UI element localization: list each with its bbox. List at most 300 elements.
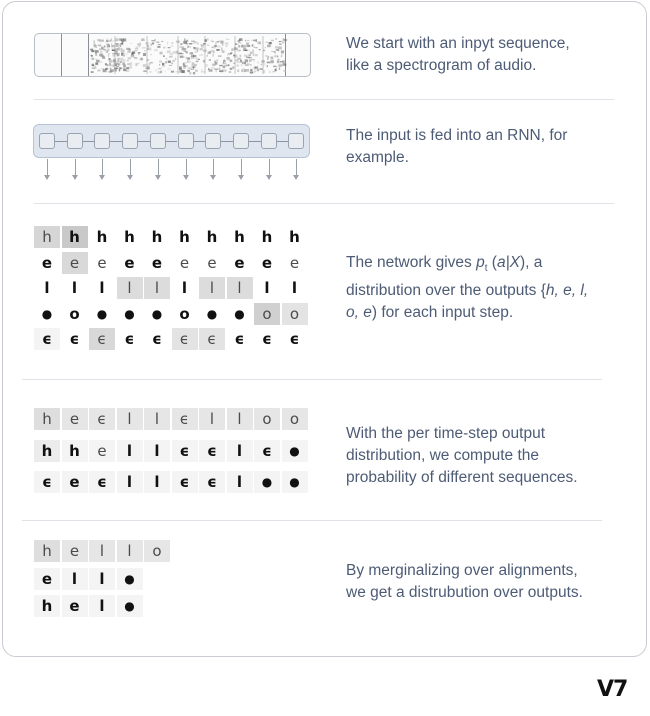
spectrogram-speck bbox=[182, 48, 186, 51]
spectrogram-speck bbox=[117, 58, 120, 60]
spectrogram-speck bbox=[95, 62, 98, 65]
spectrogram-speck bbox=[125, 54, 128, 55]
spectrogram-speck bbox=[92, 67, 96, 68]
spectrogram-speck bbox=[282, 42, 285, 44]
down-arrow-icon bbox=[241, 159, 242, 176]
rnn-block bbox=[33, 124, 310, 158]
spectrogram-speck bbox=[271, 60, 274, 63]
spectrogram-speck bbox=[193, 41, 196, 43]
spectrogram-speck bbox=[116, 66, 119, 67]
spectrogram-speck bbox=[127, 60, 129, 61]
grid-cell: ϵ bbox=[172, 471, 198, 493]
down-arrow-icon bbox=[296, 159, 297, 176]
spectrogram-speck bbox=[247, 43, 249, 45]
spectrogram-speck bbox=[107, 44, 109, 47]
spectrogram-speck bbox=[279, 43, 282, 44]
spectrogram-speck bbox=[237, 58, 241, 60]
spectrogram-speck bbox=[109, 58, 110, 59]
spectrogram-speck bbox=[223, 63, 227, 65]
spectrogram-speck bbox=[202, 54, 203, 56]
spectrogram-speck bbox=[215, 42, 216, 44]
spectrogram-speck bbox=[239, 38, 242, 41]
caption-input-sequence bbox=[346, 33, 570, 77]
spectrogram-speck bbox=[148, 48, 151, 51]
spectrogram-speck bbox=[197, 42, 199, 45]
rnn-link bbox=[277, 141, 289, 142]
spectrogram-speck bbox=[245, 40, 246, 42]
spectrogram-speck bbox=[105, 42, 107, 43]
grid-cell: ● bbox=[117, 568, 143, 590]
spectrogram-speck bbox=[135, 48, 138, 49]
grid-cell: e bbox=[34, 568, 60, 590]
spectrogram-speck bbox=[150, 54, 152, 55]
spectrogram-speck bbox=[187, 60, 188, 61]
grid-cell: l bbox=[144, 471, 170, 493]
grid-cell: h bbox=[254, 226, 280, 248]
caption-text: The network gives bbox=[346, 254, 477, 271]
spectrogram-speck bbox=[135, 50, 138, 51]
spectrogram-speck bbox=[131, 55, 135, 57]
spectrogram-speck bbox=[211, 40, 213, 42]
spectrogram-speck bbox=[168, 47, 171, 48]
spectrogram-speck bbox=[182, 56, 185, 57]
down-arrow-icon bbox=[269, 159, 270, 176]
grid-cell: e bbox=[254, 252, 280, 274]
spectrogram-speck bbox=[243, 45, 247, 47]
spectrogram-speck bbox=[107, 50, 108, 51]
spectrogram-speck bbox=[247, 63, 250, 65]
spectrogram-speck bbox=[142, 47, 146, 48]
caption-math: o, e bbox=[346, 304, 372, 322]
grid-cell: o bbox=[62, 303, 88, 325]
spectrogram-speck bbox=[240, 60, 242, 63]
spectrogram-speck bbox=[121, 39, 124, 42]
spectrogram-speck bbox=[229, 72, 232, 73]
grid-cell: o bbox=[282, 408, 308, 430]
spectrogram-speck bbox=[173, 51, 176, 53]
spectrogram-speck bbox=[234, 48, 238, 51]
spectrogram-speck bbox=[267, 56, 269, 58]
grid-cell: o bbox=[254, 303, 280, 325]
spectrogram-speck bbox=[162, 63, 164, 66]
grid-cell: ● bbox=[282, 440, 308, 462]
grid-cell: e bbox=[62, 595, 88, 617]
spectrogram-speck bbox=[283, 38, 285, 40]
spectrogram-speck bbox=[218, 55, 222, 57]
spectrogram-speck bbox=[257, 69, 259, 72]
spectrogram-speck bbox=[152, 43, 154, 45]
spectrogram-speck bbox=[123, 64, 127, 65]
spectrogram-speck bbox=[96, 60, 100, 62]
spectrogram-speck bbox=[120, 43, 122, 44]
spectrogram-speck bbox=[207, 55, 208, 57]
grid-cell: l bbox=[117, 440, 143, 462]
spectrogram-speck bbox=[226, 39, 230, 40]
grid-cell: l bbox=[62, 568, 88, 590]
spectrogram-speck bbox=[241, 64, 242, 66]
spectrogram-speck bbox=[226, 45, 228, 47]
grid-cell: ● bbox=[34, 303, 60, 325]
spectrogram-speck bbox=[269, 71, 270, 74]
spectrogram-speck bbox=[244, 69, 247, 72]
spectrogram-speck bbox=[158, 44, 161, 45]
grid-cell: h bbox=[34, 440, 60, 462]
arrowhead-icon bbox=[183, 175, 189, 180]
spectrogram-speck bbox=[223, 60, 225, 62]
grid-cell: h bbox=[34, 226, 60, 248]
grid-cell: ϵ bbox=[282, 328, 308, 350]
spectrogram-speck bbox=[175, 71, 179, 72]
spectrogram-speck bbox=[274, 55, 276, 57]
spectrogram-speck bbox=[175, 58, 176, 61]
spectrogram-speck bbox=[200, 48, 203, 51]
spectrogram-speck bbox=[187, 57, 189, 59]
spectrogram-speck bbox=[101, 68, 104, 69]
spectrogram-speck bbox=[92, 65, 94, 66]
spectrogram-speck bbox=[108, 45, 110, 48]
caption-math: h, e, l, bbox=[545, 282, 589, 300]
spectrogram-speck bbox=[248, 50, 251, 51]
spectrogram-speck bbox=[245, 59, 249, 62]
spectrogram-speck bbox=[211, 50, 214, 53]
spectrogram-speck bbox=[157, 46, 160, 48]
spectrogram-speck bbox=[214, 69, 218, 70]
spectrogram-speck bbox=[149, 71, 151, 72]
grid-cell: l bbox=[117, 471, 143, 493]
grid-cell: l bbox=[117, 408, 143, 430]
spectrogram-speck bbox=[241, 69, 242, 72]
spectrogram-speck bbox=[189, 60, 190, 63]
spectrogram-speck bbox=[195, 51, 198, 53]
grid-cell: l bbox=[34, 277, 60, 299]
arrowhead-icon bbox=[72, 175, 78, 180]
spectrogram-speck bbox=[105, 69, 107, 70]
spectrogram-speck bbox=[170, 53, 173, 56]
spectrogram-speck bbox=[259, 49, 261, 50]
grid-cell: h bbox=[172, 226, 198, 248]
spectrogram-speck bbox=[221, 48, 223, 51]
spectrogram-speck bbox=[143, 70, 146, 72]
spectrogram-speck bbox=[186, 51, 188, 53]
spectrogram-speck bbox=[104, 46, 106, 48]
caption-outputs bbox=[346, 560, 583, 604]
spectrogram-speck bbox=[187, 70, 190, 72]
spectrogram-speck bbox=[207, 45, 210, 46]
spectrogram-speck bbox=[185, 48, 186, 50]
spectrogram-speck bbox=[95, 50, 99, 53]
spectrogram-speck bbox=[160, 52, 163, 55]
spectrogram-speck bbox=[242, 62, 244, 65]
grid-cell: l bbox=[117, 540, 143, 562]
spectrogram-speck bbox=[165, 70, 166, 72]
grid-cell: ϵ bbox=[254, 328, 280, 350]
rnn-link bbox=[138, 141, 150, 142]
spectrogram-speck bbox=[201, 71, 205, 73]
v7-logo: V7 bbox=[597, 677, 628, 702]
grid-cell: ● bbox=[227, 303, 253, 325]
spectrogram-speck bbox=[285, 46, 287, 48]
spectrogram-speck bbox=[209, 59, 211, 61]
spectrogram-speck bbox=[108, 55, 109, 57]
grid-cell: ● bbox=[89, 303, 115, 325]
spectrogram-speck bbox=[144, 50, 146, 51]
grid-cell: l bbox=[89, 568, 115, 590]
grid-cell: l bbox=[227, 471, 253, 493]
spectrogram-speck bbox=[253, 40, 256, 42]
spectrogram-speck bbox=[161, 41, 163, 42]
spectrogram-speck bbox=[257, 62, 259, 64]
rnn-link bbox=[55, 141, 67, 142]
grid-cell: e bbox=[144, 252, 170, 274]
grid-cell: h bbox=[62, 226, 88, 248]
spectrogram-speck bbox=[130, 43, 133, 44]
spectrogram-speck bbox=[115, 43, 118, 44]
spectrogram-speck bbox=[128, 57, 131, 59]
grid-cell: ϵ bbox=[227, 328, 253, 350]
spectrogram-speck bbox=[106, 70, 108, 73]
spectrogram-speck bbox=[278, 47, 282, 50]
spectrogram-speck bbox=[167, 42, 168, 45]
grid-cell: ϵ bbox=[172, 408, 198, 430]
spectrogram-speck bbox=[161, 66, 164, 67]
down-arrow-icon bbox=[102, 159, 103, 176]
rnn-node bbox=[67, 133, 83, 149]
grid-cell: ϵ bbox=[89, 408, 115, 430]
spectrogram-speck bbox=[180, 43, 182, 45]
caption-sequences bbox=[346, 423, 578, 489]
spectrogram-speck bbox=[193, 72, 195, 74]
spectrogram-speck bbox=[108, 53, 110, 54]
spectrogram-speck bbox=[110, 68, 112, 70]
down-arrow-icon bbox=[75, 159, 76, 176]
spectrogram-speck bbox=[167, 68, 170, 70]
grid-cell: ● bbox=[117, 303, 143, 325]
spectrogram-speck bbox=[220, 70, 221, 72]
rnn-link bbox=[83, 141, 95, 142]
spectrogram-speck bbox=[148, 45, 149, 47]
spectrogram-speck bbox=[254, 47, 256, 49]
divider bbox=[22, 379, 602, 380]
spectrogram-speck bbox=[214, 45, 217, 47]
spectrogram-speck bbox=[180, 46, 182, 48]
spectrogram-speck bbox=[95, 52, 96, 54]
spectrogram-speck bbox=[240, 55, 242, 57]
caption-text: ) for each input step. bbox=[371, 304, 514, 322]
rnn-link bbox=[249, 141, 261, 142]
spectrogram-speck bbox=[253, 54, 254, 56]
spectrogram-speck bbox=[278, 64, 282, 66]
spectrogram-speck bbox=[255, 54, 258, 56]
caption-math-sub: t bbox=[484, 263, 488, 275]
down-arrow-icon bbox=[186, 159, 187, 176]
spectrogram-speck bbox=[111, 43, 112, 44]
spectrogram-speck bbox=[237, 50, 240, 52]
spectrogram-speck bbox=[232, 48, 234, 51]
spectrogram-speck bbox=[192, 62, 195, 65]
spectrogram-speck bbox=[246, 57, 250, 59]
spectrogram-speck bbox=[254, 70, 256, 72]
spectrogram-speck bbox=[103, 69, 106, 72]
spectrogram-speck bbox=[250, 69, 252, 71]
divider bbox=[34, 99, 614, 100]
spectrogram-speck bbox=[179, 66, 182, 68]
rnn-node bbox=[94, 133, 110, 149]
spectrogram-speck bbox=[236, 62, 240, 63]
spectrogram-speck bbox=[188, 67, 192, 69]
spectrogram-speck bbox=[211, 67, 215, 69]
spectrogram-speck bbox=[253, 59, 254, 62]
spectrogram-speck bbox=[267, 62, 271, 64]
spectrogram-speck bbox=[191, 65, 193, 68]
spectrogram-speck bbox=[106, 51, 108, 53]
spectrogram-speck bbox=[226, 58, 229, 61]
spectrogram-speck bbox=[191, 55, 194, 57]
spectrogram-speck bbox=[187, 61, 189, 63]
spectrogram-speck bbox=[116, 50, 118, 51]
spectrogram-speck bbox=[191, 52, 193, 53]
spectrogram-speck bbox=[267, 45, 271, 48]
divider bbox=[34, 203, 614, 204]
arrowhead-icon bbox=[210, 175, 216, 180]
spectrogram-speck bbox=[216, 70, 217, 72]
spectrogram-speck bbox=[116, 61, 118, 63]
spectrogram-speck bbox=[279, 41, 281, 42]
spectrogram-speck bbox=[123, 65, 126, 67]
rnn-node bbox=[233, 133, 249, 149]
spectrogram-speck bbox=[276, 66, 277, 68]
grid-cell: h bbox=[34, 595, 60, 617]
spectrogram-speck bbox=[279, 67, 280, 70]
grid-cell: e bbox=[89, 440, 115, 462]
spectrogram-speck bbox=[230, 68, 233, 70]
spectrogram-speck bbox=[158, 68, 161, 70]
grid-cell: ● bbox=[144, 303, 170, 325]
grid-cell: o bbox=[172, 303, 198, 325]
spectrogram-speck bbox=[275, 69, 277, 72]
grid-cell: ● bbox=[282, 471, 308, 493]
grid-cell: e bbox=[34, 252, 60, 274]
grid-cell: h bbox=[62, 440, 88, 462]
spectrogram-speck bbox=[277, 56, 278, 58]
spectrogram-speck bbox=[201, 69, 202, 71]
grid-cell: h bbox=[282, 226, 308, 248]
spectrogram-speck bbox=[248, 54, 251, 56]
grid-cell: l bbox=[199, 277, 225, 299]
spectrogram-speck bbox=[281, 51, 284, 54]
spectrogram-speck bbox=[156, 42, 159, 43]
grid-cell: e bbox=[282, 252, 308, 274]
spectrogram-speck bbox=[92, 57, 94, 60]
grid-cell: l bbox=[89, 540, 115, 562]
spectrogram-speck bbox=[117, 55, 119, 57]
spectrogram-speck bbox=[265, 55, 267, 56]
spectrogram-speck bbox=[116, 45, 118, 47]
grid-cell: h bbox=[227, 226, 253, 248]
spectrogram-speck bbox=[159, 64, 160, 66]
grid-cell: e bbox=[62, 471, 88, 493]
rnn-node bbox=[178, 133, 194, 149]
spectrogram-speck bbox=[193, 67, 194, 69]
spectrogram-speck bbox=[163, 47, 165, 49]
arrowhead-icon bbox=[293, 175, 299, 180]
spectrogram-speck bbox=[99, 45, 102, 47]
spectrogram-speck bbox=[246, 69, 249, 72]
spectrogram-speck bbox=[90, 49, 93, 51]
grid-cell: ϵ bbox=[89, 471, 115, 493]
spectrogram-speck bbox=[250, 52, 253, 55]
spectrogram-speck bbox=[136, 46, 138, 48]
spectrogram-speck bbox=[243, 68, 244, 69]
spectrogram-speck bbox=[228, 65, 229, 66]
arrowhead-icon bbox=[238, 175, 244, 180]
grid-cell: l bbox=[227, 440, 253, 462]
spectrogram-speck bbox=[251, 72, 252, 75]
spectrogram-speck bbox=[250, 64, 252, 66]
grid-cell: ϵ bbox=[199, 328, 225, 350]
rnn-link bbox=[221, 141, 233, 142]
spectrogram-speck bbox=[179, 53, 182, 55]
spectrogram-speck bbox=[207, 38, 209, 41]
spectrogram-speck bbox=[183, 41, 187, 44]
spectrogram-speck bbox=[112, 50, 115, 51]
spectrogram-speck bbox=[125, 38, 126, 41]
spectrogram-speck bbox=[109, 60, 113, 63]
grid-cell: l bbox=[282, 277, 308, 299]
rnn-link bbox=[110, 141, 122, 142]
grid-cell: o bbox=[282, 303, 308, 325]
spectrogram-speck bbox=[283, 70, 286, 72]
arrowhead-icon bbox=[155, 175, 161, 180]
spectrogram-speck bbox=[236, 60, 239, 61]
spectrogram-speck bbox=[243, 50, 247, 51]
spectrogram-speck bbox=[274, 52, 276, 54]
spectrogram-speck bbox=[278, 59, 280, 61]
spectrogram-speck bbox=[195, 57, 197, 59]
grid-cell: e bbox=[199, 252, 225, 274]
caption-math: a|X bbox=[496, 254, 520, 271]
down-arrow-icon bbox=[158, 159, 159, 176]
spectrogram-speck bbox=[249, 59, 251, 62]
spectrogram-speck bbox=[143, 64, 147, 67]
spectrogram-speck bbox=[272, 71, 274, 72]
spectrogram-speck bbox=[217, 46, 221, 48]
grid-cell: o bbox=[254, 408, 280, 430]
spectrogram-speck bbox=[224, 65, 228, 66]
grid-cell: e bbox=[62, 408, 88, 430]
spectrogram-speck bbox=[171, 42, 173, 44]
grid-cell: l bbox=[172, 277, 198, 299]
spectrogram-speck bbox=[164, 66, 165, 67]
spectrogram-speck bbox=[275, 46, 278, 48]
spectrogram-speck bbox=[252, 45, 254, 47]
spectrogram-speck bbox=[138, 45, 140, 47]
spectrogram-speck bbox=[121, 50, 125, 53]
spectrogram-speck bbox=[247, 45, 250, 47]
spectrogram-speck bbox=[221, 41, 224, 44]
grid-cell: h bbox=[89, 226, 115, 248]
spectrogram-speck bbox=[278, 65, 282, 67]
spectrogram-speck bbox=[102, 56, 105, 59]
grid-cell: l bbox=[144, 277, 170, 299]
spectrogram-speck bbox=[122, 58, 124, 60]
spectrogram-speck bbox=[100, 51, 102, 54]
grid-cell: l bbox=[254, 277, 280, 299]
arrowhead-icon bbox=[44, 175, 50, 180]
grid-cell: h bbox=[34, 408, 60, 430]
spectrogram-speck bbox=[244, 55, 248, 57]
spectrogram-speck bbox=[131, 52, 134, 55]
caption-text: We start with an inpyt sequence, like a spectrogram of audio. bbox=[346, 35, 570, 74]
